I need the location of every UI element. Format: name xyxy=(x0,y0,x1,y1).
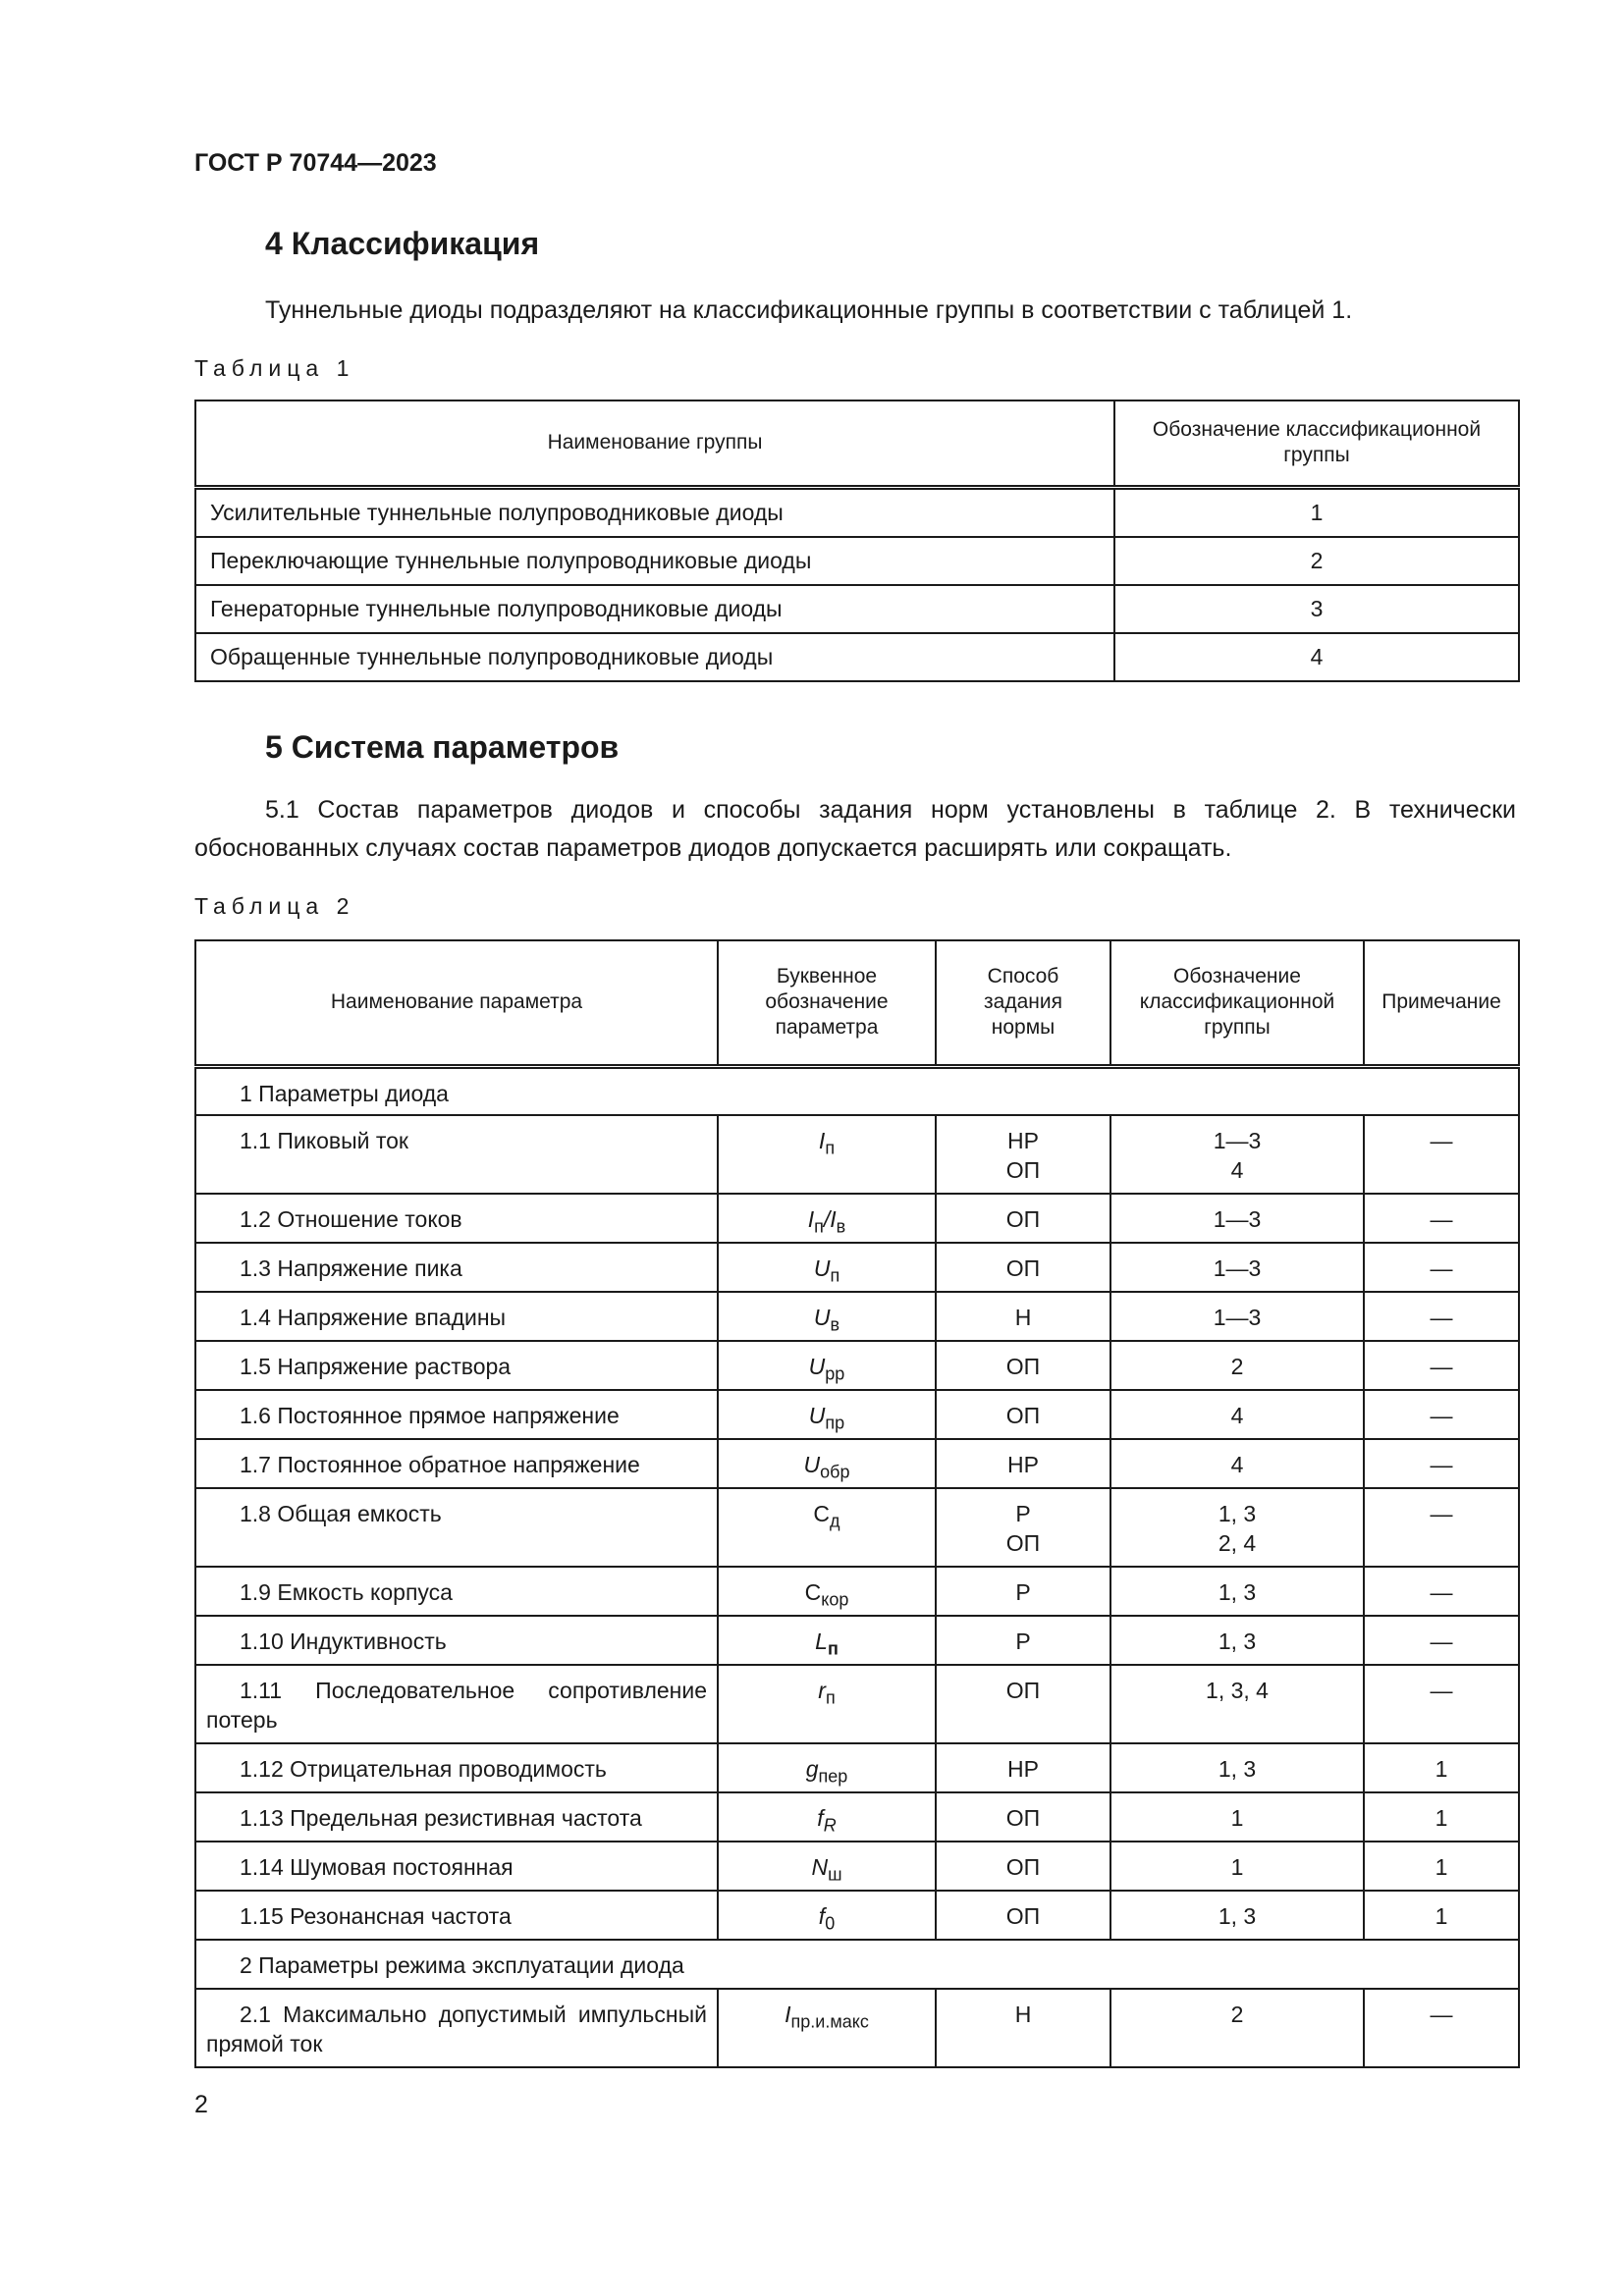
table-1-header-code: Обозначение классификационной группы xyxy=(1114,400,1519,487)
classification-group: 1—3 xyxy=(1110,1292,1364,1341)
note: 1 xyxy=(1364,1743,1519,1792)
parameter-name: 1.7 Постоянное обратное напряжение xyxy=(195,1439,718,1488)
symbol-main: I xyxy=(818,1128,826,1153)
table-2-header-note: Примечание xyxy=(1364,940,1519,1066)
table-2-row xyxy=(195,1341,1519,1390)
norm-method: ОП xyxy=(936,1194,1110,1243)
table-1-row-name: Усилительные туннельные полупроводниковые диоды xyxy=(195,487,1114,537)
classification-group: 1, 3 2, 4 xyxy=(1110,1488,1364,1567)
parameter-symbol xyxy=(718,1194,936,1243)
table-1-caption: Таблица 1 xyxy=(194,355,355,381)
parameter-name: 1.12 Отрицательная проводимость xyxy=(195,1743,718,1792)
table-1-row-code: 4 xyxy=(1114,633,1519,681)
note: — xyxy=(1364,1439,1519,1488)
parameter-symbol xyxy=(718,1891,936,1940)
section-5-paragraph: 5.1 Состав параметров диодов и способы задания норм установлены в таблице 2. В технически обоснованных случаях состав параметров диодов допускается расширять или сокращать. xyxy=(194,796,1516,862)
table-2-header-symbol: Буквенное обозначение параметра xyxy=(718,940,936,1066)
note: — xyxy=(1364,1243,1519,1292)
parameter-name: 1.10 Индуктивность xyxy=(195,1616,718,1665)
symbol-main: f xyxy=(817,1805,824,1831)
classification-table xyxy=(194,400,1520,682)
symbol-subscript: обр xyxy=(820,1462,850,1482)
classification-group: 1—3 xyxy=(1110,1194,1364,1243)
table-2-header-name: Наименование параметра xyxy=(195,940,718,1066)
norm-method: ОП xyxy=(936,1390,1110,1439)
symbol-main: С xyxy=(813,1501,831,1526)
parameter-symbol xyxy=(718,1390,936,1439)
note: 1 xyxy=(1364,1792,1519,1842)
parameter-symbol xyxy=(718,1567,936,1616)
note: — xyxy=(1364,1292,1519,1341)
parameter-name: 1.4 Напряжение впадины xyxy=(195,1292,718,1341)
symbol-main: N xyxy=(811,1854,829,1880)
symbol-subscript: пер xyxy=(818,1766,848,1787)
parameter-symbol xyxy=(718,1439,936,1488)
symbol-main-2: /I xyxy=(823,1206,837,1232)
symbol-main: U xyxy=(803,1452,821,1477)
table-1-row-code: 2 xyxy=(1114,537,1519,585)
symbol-subscript: п xyxy=(825,1687,836,1708)
table-2-row xyxy=(195,1243,1519,1292)
table-1-row-code: 1 xyxy=(1114,487,1519,537)
norm-method: ОП xyxy=(936,1665,1110,1743)
section-5-title: 5 Система параметров xyxy=(265,729,620,765)
symbol-subscript: п xyxy=(830,1265,840,1286)
table-2-row xyxy=(195,1390,1519,1439)
note: — xyxy=(1364,1194,1519,1243)
symbol-main: U xyxy=(808,1354,826,1379)
table-1-row-name: Переключающие туннельные полупроводниковые диоды xyxy=(195,537,1114,585)
classification-group: 1 xyxy=(1110,1792,1364,1842)
symbol-main: L xyxy=(815,1629,828,1654)
table-2-row xyxy=(195,1488,1519,1567)
symbol-main: f xyxy=(818,1903,826,1929)
classification-group: 1, 3 xyxy=(1110,1616,1364,1665)
symbol-subscript: ш xyxy=(828,1864,842,1885)
symbol-main: I xyxy=(785,2002,791,2027)
symbol-main: U xyxy=(813,1255,831,1281)
parameter-symbol xyxy=(718,1989,936,2067)
norm-method: Н xyxy=(936,1292,1110,1341)
parameter-name: 1.13 Предельная резистивная частота xyxy=(195,1792,718,1842)
symbol-subscript: 0 xyxy=(825,1913,836,1934)
symbol-subscript: д xyxy=(830,1511,840,1531)
note: — xyxy=(1364,1488,1519,1567)
symbol-subscript: п xyxy=(827,1638,839,1659)
parameter-name: 1.5 Напряжение раствора xyxy=(195,1341,718,1390)
norm-method: НР xyxy=(936,1439,1110,1488)
note: — xyxy=(1364,1115,1519,1194)
table-2-row xyxy=(195,1616,1519,1665)
parameter-name: 1.11 Последовательное сопротивление потерь xyxy=(195,1665,718,1743)
parameter-symbol xyxy=(718,1792,936,1842)
table-2-row xyxy=(195,1842,1519,1891)
symbol-subscript: пр.и.макс xyxy=(790,2011,869,2032)
symbol-main: С xyxy=(804,1579,822,1605)
norm-method: Н xyxy=(936,1989,1110,2067)
norm-method: Р xyxy=(936,1567,1110,1616)
note: — xyxy=(1364,1567,1519,1616)
symbol-subscript: п xyxy=(825,1138,836,1158)
table-2-row xyxy=(195,1292,1519,1341)
table-2-row xyxy=(195,1115,1519,1194)
table-2-row xyxy=(195,1194,1519,1243)
classification-group: 1, 3 xyxy=(1110,1743,1364,1792)
norm-method: ОП xyxy=(936,1792,1110,1842)
symbol-main: I xyxy=(807,1206,815,1232)
note: 1 xyxy=(1364,1842,1519,1891)
parameter-name: 1.9 Емкость корпуса xyxy=(195,1567,718,1616)
table-1-row-name: Обращенные туннельные полупроводниковые диоды xyxy=(195,633,1114,681)
page-number: 2 xyxy=(194,2091,208,2118)
parameter-symbol xyxy=(718,1488,936,1567)
parameters-table xyxy=(194,939,1520,2068)
note: — xyxy=(1364,1616,1519,1665)
parameter-name: 1.6 Постоянное прямое напряжение xyxy=(195,1390,718,1439)
note: — xyxy=(1364,1341,1519,1390)
parameter-symbol xyxy=(718,1743,936,1792)
table-2-header-method: Способ задания нормы xyxy=(936,940,1110,1066)
table-2-row xyxy=(195,1743,1519,1792)
parameter-symbol xyxy=(718,1115,936,1194)
classification-group: 1—3 4 xyxy=(1110,1115,1364,1194)
symbol-subscript: кор xyxy=(821,1589,849,1610)
section-4-title: 4 Классификация xyxy=(265,226,540,261)
parameter-symbol xyxy=(718,1243,936,1292)
table-2-row xyxy=(195,1439,1519,1488)
symbol-subscript: пр xyxy=(825,1413,845,1433)
symbol-subscript: рр xyxy=(825,1363,845,1384)
parameter-name: 1.1 Пиковый ток xyxy=(195,1115,718,1194)
classification-group: 1 xyxy=(1110,1842,1364,1891)
table-2-header-group: Обозначение классификационной группы xyxy=(1110,940,1364,1066)
note: — xyxy=(1364,1665,1519,1743)
parameter-symbol xyxy=(718,1292,936,1341)
parameter-name: 1.15 Резонансная частота xyxy=(195,1891,718,1940)
parameter-symbol xyxy=(718,1616,936,1665)
classification-group: 2 xyxy=(1110,1989,1364,2067)
symbol-subscript: в xyxy=(830,1314,840,1335)
table-1-header-name: Наименование группы xyxy=(195,400,1114,487)
norm-method: ОП xyxy=(936,1842,1110,1891)
note: 1 xyxy=(1364,1891,1519,1940)
symbol-subscript: п xyxy=(814,1216,824,1237)
norm-method: ОП xyxy=(936,1243,1110,1292)
parameter-name: 1.3 Напряжение пика xyxy=(195,1243,718,1292)
classification-group: 1, 3, 4 xyxy=(1110,1665,1364,1743)
table-2-group-heading: 2 Параметры режима эксплуатации диода xyxy=(195,1940,1519,1989)
note: — xyxy=(1364,1989,1519,2067)
parameter-symbol xyxy=(718,1842,936,1891)
symbol-subscript: R xyxy=(823,1815,837,1836)
parameter-symbol xyxy=(718,1665,936,1743)
symbol-main: U xyxy=(808,1403,826,1428)
norm-method: НР xyxy=(936,1743,1110,1792)
symbol-main: U xyxy=(813,1305,831,1330)
table-1-row-code: 3 xyxy=(1114,585,1519,633)
table-2-row xyxy=(195,1792,1519,1842)
classification-group: 1—3 xyxy=(1110,1243,1364,1292)
parameter-name: 1.14 Шумовая постоянная xyxy=(195,1842,718,1891)
norm-method: ОП xyxy=(936,1891,1110,1940)
norm-method: ОП xyxy=(936,1341,1110,1390)
parameter-name: 1.2 Отношение токов xyxy=(195,1194,718,1243)
classification-group: 4 xyxy=(1110,1439,1364,1488)
parameter-symbol xyxy=(718,1341,936,1390)
table-1-row-name: Генераторные туннельные полупроводниковые диоды xyxy=(195,585,1114,633)
note: — xyxy=(1364,1390,1519,1439)
document-code: ГОСТ Р 70744—2023 xyxy=(194,149,437,177)
symbol-main: r xyxy=(818,1678,826,1703)
classification-group: 2 xyxy=(1110,1341,1364,1390)
table-2-row xyxy=(195,1665,1519,1743)
table-2-row xyxy=(195,1891,1519,1940)
norm-method: НР ОП xyxy=(936,1115,1110,1194)
parameter-name: 2.1 Максимально допустимый импульсный прямой ток xyxy=(195,1989,718,2067)
norm-method: Р ОП xyxy=(936,1488,1110,1567)
parameter-name: 1.8 Общая емкость xyxy=(195,1488,718,1567)
section-4-paragraph: Туннельные диоды подразделяют на классификационные группы в соответствии с таблицей 1. xyxy=(265,296,1353,324)
classification-group: 1, 3 xyxy=(1110,1891,1364,1940)
table-2-row xyxy=(195,1989,1519,2067)
symbol-main: g xyxy=(805,1756,819,1782)
table-2-group-heading: 1 Параметры диода xyxy=(195,1066,1519,1115)
classification-group: 1, 3 xyxy=(1110,1567,1364,1616)
table-2-caption: Таблица 2 xyxy=(194,893,355,919)
classification-group: 4 xyxy=(1110,1390,1364,1439)
symbol-subscript-2: в xyxy=(836,1216,846,1237)
norm-method: Р xyxy=(936,1616,1110,1665)
table-2-row xyxy=(195,1567,1519,1616)
